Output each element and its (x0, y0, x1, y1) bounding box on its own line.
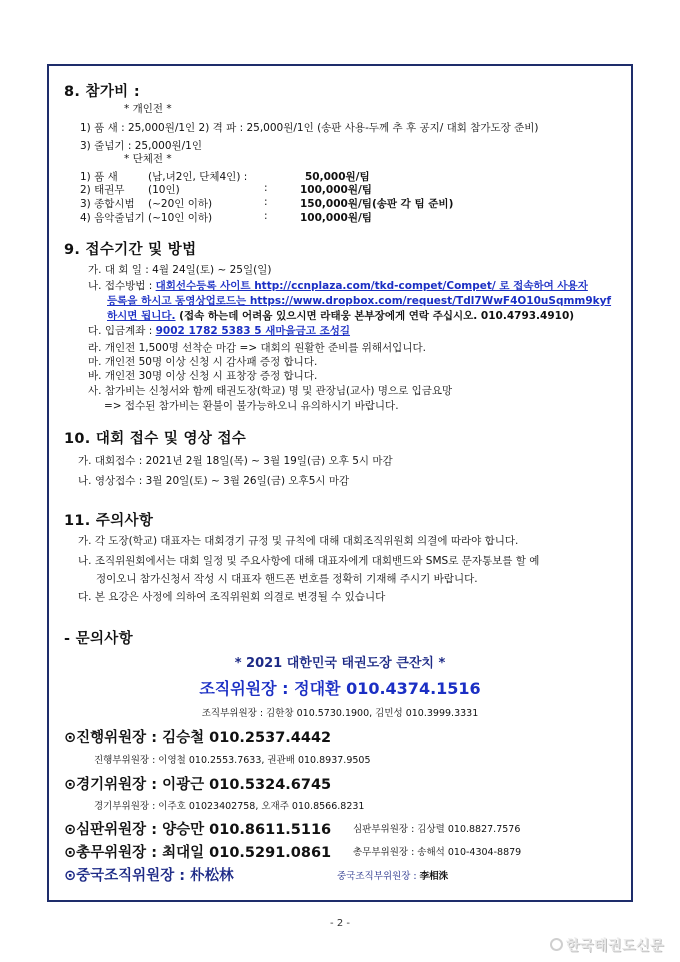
referee-chair: ⊙심판위원장 : 양승만 010.8611.5116 (64, 822, 332, 838)
team-row-2-fee: 100,000원/팀 (300, 184, 372, 196)
team-row-3-name: 3) 종합시범 (80, 198, 135, 210)
watermark-text: 한국태권도신문 (565, 938, 664, 954)
note-no-refund: => 접수된 참가비는 환불이 불가능하오니 유의하시기 바랍니다. (104, 400, 399, 412)
general-affairs-chair: ⊙총무위원장 : 최대일 010.5291.0861 (64, 845, 332, 861)
competition-registration: 가. 대회접수 : 2021년 2월 18일(목) ~ 3월 19일(금) 오후 5시 마감 (78, 455, 393, 467)
china-vice-label: 중국조직부위원장 : (337, 871, 420, 882)
team-row-3-fee: 150,000원/팀(송판 각 팀 준비) (300, 198, 454, 210)
newspaper-watermark (550, 935, 664, 955)
event-date: 가. 대 회 일 : 4월 24일(토) ~ 25일(일) (88, 264, 272, 276)
team-row-1-fee: 50,000원/팀 (305, 171, 370, 183)
note-plaque: 마. 개인전 50명 이상 신청 시 감사패 증정 합니다. (88, 356, 318, 368)
team-row-1-name: 1) 품 새 (80, 171, 118, 183)
video-upload-link[interactable]: 등록을 하시고 동영상업로드는 https://www.dropbox.com/request/Tdl7WwF4O10uSqmm9kyf (107, 295, 612, 307)
china-organizing-vice-chair (337, 868, 448, 882)
caution-b: 나. 조직위원회에서는 대회 일정 및 주요사항에 대해 대표자에게 대회밴드와 SMS로 문자통보를 할 예 (78, 555, 540, 567)
watermark-logo-icon (550, 938, 563, 951)
competition-chair: ⊙경기위원장 : 이광근 010.5324.6745 (64, 777, 332, 793)
note-certificate: 바. 개인전 30명 이상 신청 시 표창장 증정 합니다. (88, 370, 318, 382)
team-row-4-fee: 100,000원/팀 (300, 212, 372, 224)
organizing-chair: 조직위원장 : 정대환 010.4374.1516 (199, 679, 481, 698)
registration-method (88, 278, 588, 293)
team-row-3-note: (~20인 이하) (148, 198, 213, 210)
video-registration: 나. 영상접수 : 3월 20일(토) ~ 3월 26일(금) 오후5시 마감 (78, 475, 350, 487)
caution-b-continued: 정이오니 참가신청서 작성 시 대표자 핸드폰 번호를 정확히 기재해 주시기 바랍니다. (96, 573, 478, 585)
caution-c: 다. 본 요강은 사정에 의하여 조직위원회 의결로 변경될 수 있습니다 (78, 591, 386, 603)
contact-title: - 문의사항 (64, 631, 133, 647)
team-row-4-colon: : (264, 210, 268, 222)
team-row-4-name: 4) 음악줄넘기 (80, 212, 145, 224)
note-first-come: 라. 개인전 1,500명 선착순 마감 => 대회의 원활한 준비를 위해서입니다. (88, 342, 426, 354)
team-row-4-note: (~10인 이하) (148, 212, 213, 224)
team-row-3-colon: : (264, 196, 268, 208)
section-9-title: 9. 접수기간 및 방법 (64, 242, 197, 258)
team-row-2-note: (10인) (148, 184, 180, 196)
section-10-title: 10. 대회 접수 및 영상 접수 (64, 431, 247, 447)
team-row-2-colon: : (264, 182, 268, 194)
team-row-1-note: (남,녀2인, 단체4인) : (148, 171, 248, 183)
organizing-vice-chair: 조직부위원장 : 김한창 010.5730.1900, 김민성 010.3999.3331 (201, 708, 479, 719)
registration-contact-note: (접속 하는데 어려움 있으시면 라태웅 본부장에게 연락 주십시오. 010.4793.4910) (175, 310, 575, 322)
registration-site-link[interactable]: 대회선수등록 사이트 http://ccnplaza.com/tkd-compet/Compet/ 로 접속하여 사용자 (155, 280, 588, 292)
section-8-title: 8. 참가비 : (64, 84, 140, 100)
general-affairs-vice-chair: 총무부위원장 : 송해석 010-4304-8879 (353, 847, 522, 858)
referee-vice-chair: 심판부위원장 : 김상렬 010.8827.7576 (353, 824, 521, 835)
china-vice-name: 李相洙 (419, 871, 449, 882)
deposit-account (88, 323, 350, 338)
progress-chair: ⊙진행위원장 : 김승철 010.2537.4442 (64, 730, 332, 746)
registration-help (107, 308, 574, 323)
deposit-account-label: 다. 입금계좌 : (88, 325, 156, 337)
team-heading: * 단체전 * (124, 153, 172, 165)
registration-link-tail[interactable]: 하시면 됩니다. (107, 310, 176, 322)
progress-vice-chair: 진행부위원장 : 이영철 010.2553.7633, 권관배 010.8937.9505 (94, 755, 371, 766)
individual-fee-line-2: 3) 줄넘기 : 25,000원/1인 (80, 140, 202, 152)
china-organizing-chair: ⊙중국조직위원장 : 朴松林 (64, 868, 234, 884)
section-11-title: 11. 주의사항 (64, 513, 154, 529)
individual-fee-line-1: 1) 품 새 : 25,000원/1인 2) 격 파 : 25,000원/1인 (송판 사용-두께 추 후 공지/ 대회 참가도장 준비) (80, 122, 539, 134)
deposit-account-number: 9002 1782 5383 5 새마을금고 조성길 (155, 325, 351, 337)
registration-method-label: 나. 접수방법 : (88, 280, 156, 292)
page-number: - 2 - (330, 918, 350, 929)
event-name: * 2021 대한민국 태권도장 큰잔치 * (234, 656, 446, 671)
team-row-2-name: 2) 태권무 (80, 184, 125, 196)
caution-a: 가. 각 도장(학교) 대표자는 대회경기 규정 및 규칙에 대해 대회조직위원회 의결에 따라야 합니다. (78, 535, 519, 547)
individual-heading: * 개인전 * (124, 103, 172, 115)
competition-vice-chair: 경기부위원장 : 이주호 01023402758, 오재주 010.8566.8231 (94, 801, 365, 812)
note-payment: 사. 참가비는 신청서와 함께 태권도장(학교) 명 및 관장님(교사) 명으로 입금요망 (88, 385, 453, 397)
